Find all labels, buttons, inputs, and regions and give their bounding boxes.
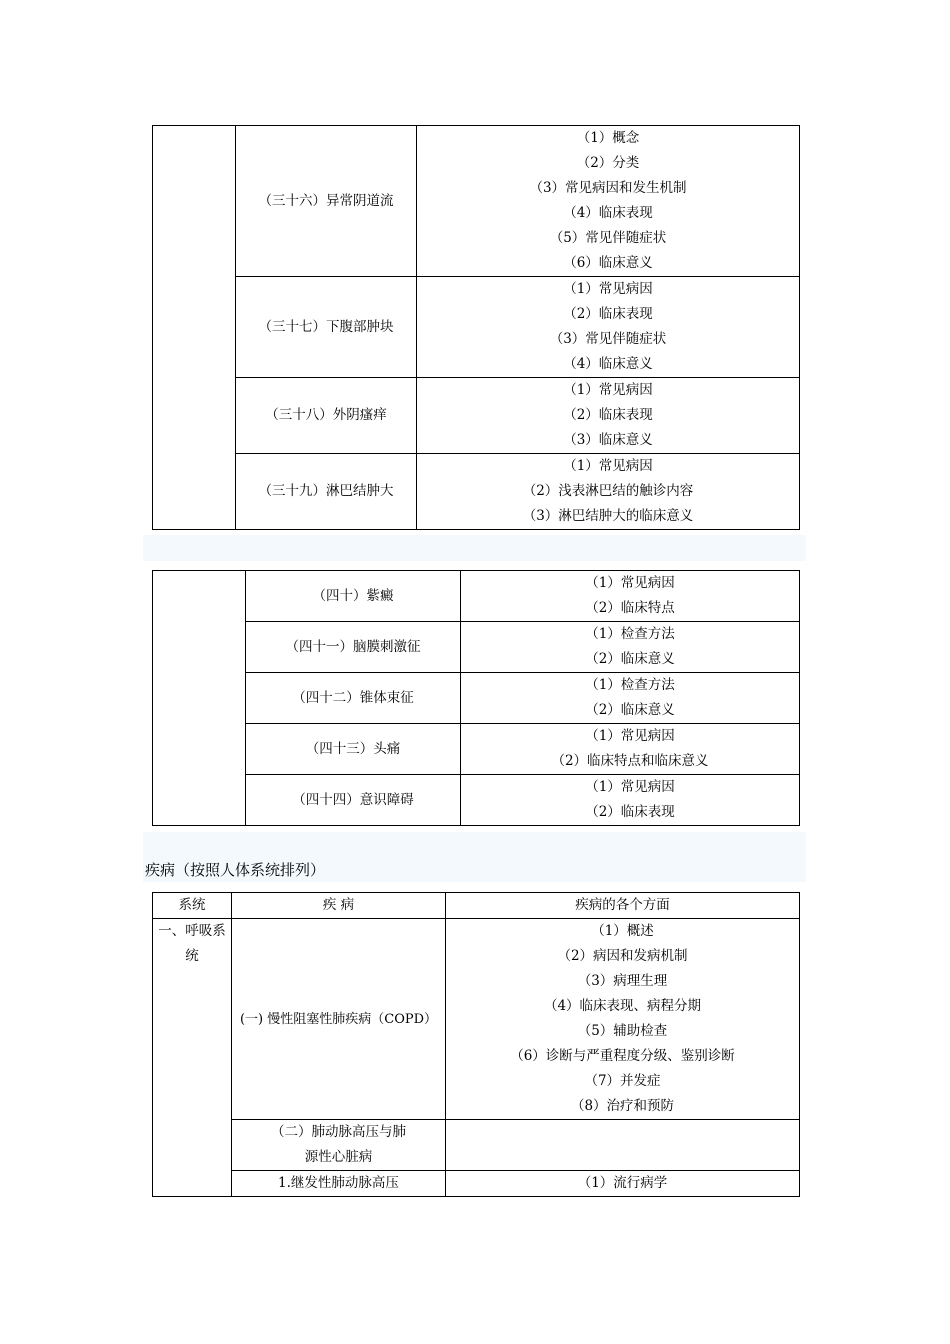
disease-label-line: （二）肺动脉高压与肺 bbox=[271, 1124, 406, 1140]
list-item: （3）常见病因和发生机制 bbox=[529, 180, 687, 196]
list-item: （8）治疗和预防 bbox=[570, 1098, 675, 1114]
list-item: （3）常见伴随症状 bbox=[549, 331, 667, 347]
symptom-items bbox=[417, 126, 800, 277]
list-item: （2）病因和发病机制 bbox=[557, 948, 688, 964]
list-item: （1）常见病因 bbox=[563, 382, 653, 398]
symptom-table-2 bbox=[152, 570, 800, 826]
disease-label-line: 源性心脏病 bbox=[304, 1149, 373, 1165]
list-item: （1）常见病因 bbox=[585, 728, 675, 744]
disease-items bbox=[446, 1171, 800, 1197]
list-item: （2）临床意义 bbox=[585, 651, 675, 667]
list-item: （2）分类 bbox=[576, 155, 640, 171]
empty-cell bbox=[153, 126, 236, 530]
symptom-items bbox=[461, 775, 800, 826]
list-item: （1）常见病因 bbox=[563, 458, 653, 474]
list-item: （1）常见病因 bbox=[563, 281, 653, 297]
list-item: （2）临床表现 bbox=[563, 306, 653, 322]
symptom-label: （三十六）异常阴道流 bbox=[236, 126, 417, 277]
list-item: （1）流行病学 bbox=[577, 1175, 668, 1191]
symptom-label: （四十四）意识障碍 bbox=[246, 775, 461, 826]
list-item: （2）临床表现 bbox=[563, 407, 653, 423]
list-item: （1）概述 bbox=[591, 923, 654, 939]
list-item: （1）常见病因 bbox=[585, 575, 675, 591]
disease-label bbox=[232, 1120, 446, 1171]
symptom-label: （三十九）淋巴结肿大 bbox=[236, 454, 417, 530]
list-item: （5）常见伴随症状 bbox=[549, 230, 667, 246]
symptom-items bbox=[461, 622, 800, 673]
list-item: （3）淋巴结肿大的临床意义 bbox=[522, 508, 694, 524]
list-item: （4）临床表现、病程分期 bbox=[543, 998, 702, 1014]
disease-label: (一) 慢性阻塞性肺疾病（COPD） bbox=[232, 919, 446, 1120]
list-item: （2）浅表淋巴结的触诊内容 bbox=[522, 483, 694, 499]
page-band bbox=[143, 535, 806, 561]
symptom-label: （四十一）脑膜刺激征 bbox=[246, 622, 461, 673]
list-item: （2）临床表现 bbox=[585, 804, 675, 820]
list-item: （4）临床意义 bbox=[563, 356, 653, 372]
symptom-items bbox=[417, 277, 800, 378]
symptom-items bbox=[461, 571, 800, 622]
system-label: 统 bbox=[185, 948, 199, 964]
empty-cell bbox=[153, 571, 246, 826]
list-item: （3）病理生理 bbox=[577, 973, 668, 989]
list-item: （2）临床意义 bbox=[585, 702, 675, 718]
list-item: （1）检查方法 bbox=[585, 677, 675, 693]
list-item: （3）临床意义 bbox=[563, 432, 653, 448]
symptom-items bbox=[461, 673, 800, 724]
column-header-aspects: 疾病的各个方面 bbox=[446, 893, 800, 919]
symptom-items bbox=[461, 724, 800, 775]
symptom-label: （四十三）头痛 bbox=[246, 724, 461, 775]
system-cell bbox=[153, 919, 232, 1197]
list-item: （4）临床表现 bbox=[563, 205, 653, 221]
column-header-system: 系统 bbox=[153, 893, 232, 919]
column-header-disease: 疾 病 bbox=[232, 893, 446, 919]
list-item: （1）常见病因 bbox=[585, 779, 675, 795]
symptom-items bbox=[417, 378, 800, 454]
disease-table bbox=[152, 892, 800, 1197]
list-item: （6）临床意义 bbox=[563, 255, 653, 271]
disease-items bbox=[446, 1120, 800, 1171]
list-item: （2）临床特点和临床意义 bbox=[551, 753, 709, 769]
symptom-label: （四十二）锥体束征 bbox=[246, 673, 461, 724]
list-item: （7）并发症 bbox=[584, 1073, 661, 1089]
section-title: 疾病（按照人体系统排列） bbox=[145, 861, 326, 879]
symptom-items bbox=[417, 454, 800, 530]
list-item: （1）检查方法 bbox=[585, 626, 675, 642]
disease-items bbox=[446, 919, 800, 1120]
symptom-label: （三十七）下腹部肿块 bbox=[236, 277, 417, 378]
list-item: （5）辅助检查 bbox=[577, 1023, 668, 1039]
symptom-label: （四十）紫癜 bbox=[246, 571, 461, 622]
list-item: （2）临床特点 bbox=[585, 600, 675, 616]
list-item: （1）概念 bbox=[576, 130, 640, 146]
symptom-table-1 bbox=[152, 125, 800, 530]
system-label: 一、呼吸系 bbox=[158, 923, 226, 939]
disease-label: 1.继发性肺动脉高压 bbox=[232, 1171, 446, 1197]
list-item: （6）诊断与严重程度分级、鉴别诊断 bbox=[510, 1048, 735, 1064]
symptom-label: （三十八）外阴瘙痒 bbox=[236, 378, 417, 454]
